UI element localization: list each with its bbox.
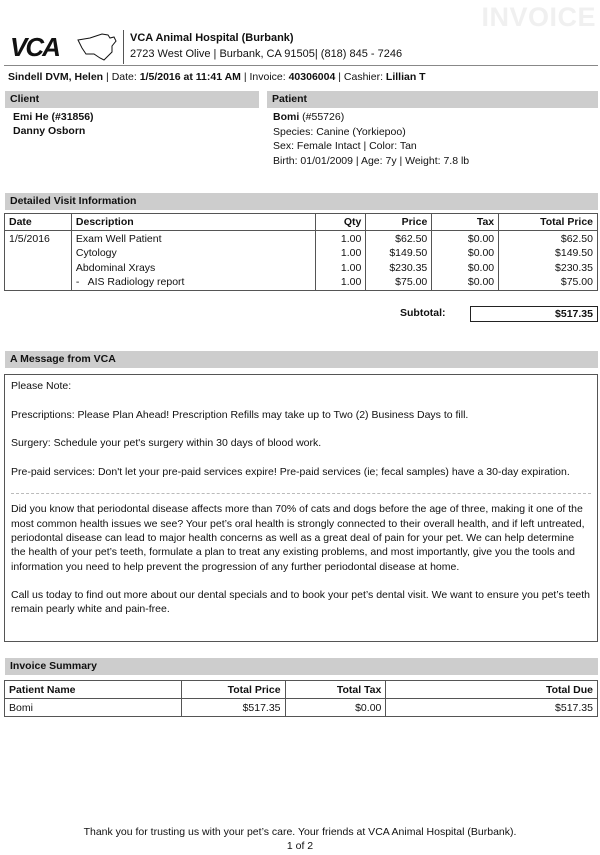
col-total-price: Total Price [181, 681, 285, 699]
client-name: Emi He (#31856) [13, 111, 94, 123]
svg-text:VCA: VCA [10, 32, 59, 62]
description-cell: Exam Well Patient Cytology Abdominal Xrays - AIS Radiology report [71, 231, 316, 291]
col-patient-name: Patient Name [5, 681, 182, 699]
table-row [5, 231, 598, 291]
tax-cell: $0.00 $0.00 $0.00 $0.00 [432, 231, 499, 291]
footer-thanks: Thank you for trusting us with your pet’s care. Your friends at VCA Animal Hospital (Burbank). [83, 826, 517, 838]
message-surgery: Surgery: Schedule your pet's surgery within 30 days of blood work. [11, 437, 322, 450]
patient-section-header: Patient [267, 91, 598, 108]
patient-species: Species: Canine (Yorkiepoo) [273, 125, 406, 138]
message-box [4, 374, 598, 642]
page-number: 1 of 2 [286, 840, 314, 852]
logo-divider [123, 30, 124, 64]
message-note: Please Note: [11, 380, 72, 392]
message-call: Call us today to find out more about our dental specials and to book your pet’s dental visit. We want to ensure you pet’s teeth remain pearly white and pain-free. [11, 588, 591, 616]
total-price-cell: $62.50 $149.50 $230.35 $75.00 [499, 231, 598, 291]
patient-info [273, 110, 469, 168]
summary-patient: Bomi [5, 699, 182, 717]
hospital-address: 2723 West Olive | Burbank, CA 91505| (818) 845 - 7246 [130, 48, 403, 60]
price-cell: $62.50 $149.50 $230.35 $75.00 [366, 231, 432, 291]
subtotal-value: $517.35 [470, 306, 598, 322]
client-section-header: Client [5, 91, 259, 108]
cashier-name: Lillian T [385, 71, 426, 83]
patient-id: (#55726) [302, 111, 345, 123]
message-divider [11, 493, 591, 494]
hospital-name: VCA Animal Hospital (Burbank) [130, 32, 294, 44]
summary-total-tax: $0.00 [285, 699, 386, 717]
summary-total-due: $517.35 [386, 699, 598, 717]
col-total-due: Total Due [386, 681, 598, 699]
visit-section-header: Detailed Visit Information [5, 193, 598, 210]
message-prepaid: Pre-paid services: Don't let your pre-paid services expire! Pre-paid services (ie; fecal samples) have a 30-day expiration. [11, 465, 570, 478]
client-secondary-name: Danny Osborn [13, 125, 86, 137]
invoice-watermark: INVOICE [481, 2, 596, 32]
col-description: Description [71, 214, 316, 231]
visit-date-cell: 1/5/2016 [5, 231, 72, 291]
footer [0, 825, 600, 853]
invoice-number: 40306004 [288, 71, 336, 83]
visit-date: 1/5/2016 at 11:41 AM [139, 71, 241, 83]
visit-info-line: Sindell DVM, Helen | Date: 1/5/2016 at 11:41 AM | Invoice: 40306004 | Cashier: Lillian T [8, 71, 426, 83]
visit-items-table [4, 213, 598, 291]
table-row [5, 699, 598, 717]
message-section-header: A Message from VCA [5, 351, 598, 368]
col-total-price: Total Price [499, 214, 598, 231]
patient-birth: Birth: 01/01/2009 | Age: 7y | Weight: 7.8 lb [273, 154, 470, 167]
client-info [13, 110, 94, 138]
col-price: Price [366, 214, 432, 231]
patient-sex-color: Sex: Female Intact | Color: Tan [273, 140, 417, 152]
vca-logo-icon [10, 32, 118, 62]
col-date: Date [5, 214, 72, 231]
table-header-row [5, 681, 598, 699]
message-dental: Did you know that periodontal disease affects more than 70% of cats and dogs before the age of three, making it one of the most common health issues we see? Your pet’s oral health is strongly connected to their overall health, and if left untreated, periodontal disease can lead to major health concerns as well as a great deal of pain for your pet. We can help determine the health of your pet’s teeth, formulate a plan to treat any existing problems, and most importantly, give you the tools and information you need to help prevent the progression of any further periodontal disease at home. [11, 503, 585, 573]
table-header-row [5, 214, 598, 231]
col-total-tax: Total Tax [285, 681, 386, 699]
patient-name: Bomi [273, 111, 300, 123]
summary-section-header: Invoice Summary [5, 658, 598, 675]
subtotal-label: Subtotal: [400, 307, 446, 319]
header-divider [4, 65, 598, 66]
summary-total-price: $517.35 [181, 699, 285, 717]
col-tax: Tax [432, 214, 499, 231]
hospital-header [8, 30, 598, 66]
qty-cell: 1.00 1.00 1.00 1.00 [316, 231, 366, 291]
invoice-summary-table [4, 680, 598, 717]
col-qty: Qty [316, 214, 366, 231]
doctor-name: Sindell DVM, Helen [8, 71, 104, 83]
message-prescriptions: Prescriptions: Please Plan Ahead! Prescription Refills may take up to Two (2) Business Days to fill. [11, 408, 469, 421]
